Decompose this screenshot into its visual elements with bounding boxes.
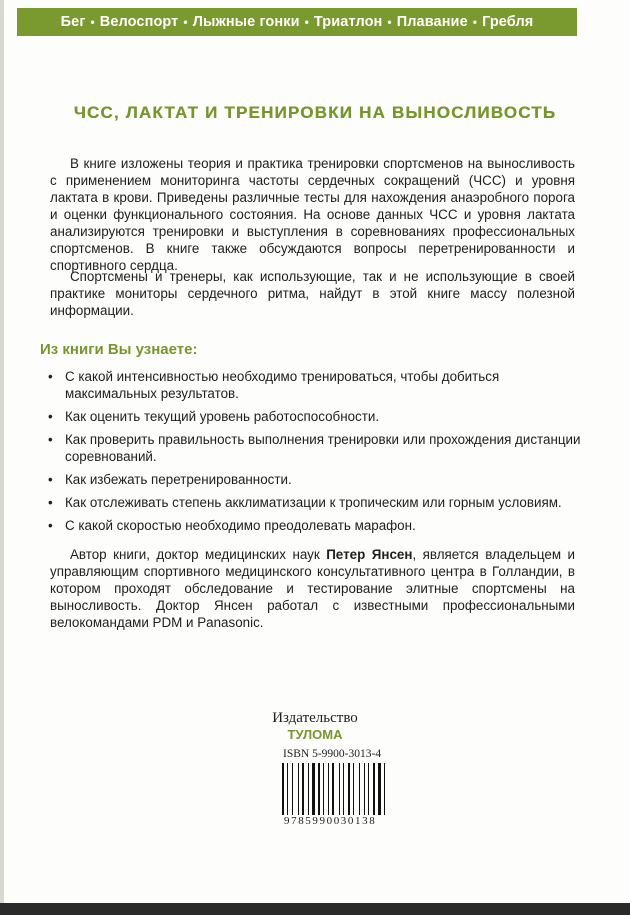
- barcode-bar: [328, 763, 329, 815]
- barcode-image: [281, 763, 419, 815]
- barcode-bar: [353, 763, 354, 815]
- barcode-bar: [384, 763, 385, 815]
- author-text-before: Автор книги, доктор медицинских наук: [70, 547, 327, 562]
- separator-dot: •: [304, 15, 309, 29]
- separator-dot: •: [472, 15, 478, 29]
- publisher-label: Издательство: [272, 710, 358, 726]
- barcode-bar: [312, 763, 315, 815]
- barcode-bar: [308, 763, 309, 815]
- barcode-bar: [343, 763, 344, 815]
- list-item: [48, 368, 583, 402]
- barcode-bar: [292, 763, 293, 815]
- barcode-bar: [364, 763, 365, 815]
- list-item-text: С какой скоростью необходимо преодолевать марафон.: [65, 518, 416, 533]
- scan-bottom-edge: [0, 903, 630, 915]
- book-title: ЧСС, ЛАКТАТ И ТРЕНИРОВКИ НА ВЫНОСЛИВОСТЬ: [73, 103, 557, 122]
- intro-paragraph: Спортсмены и тренеры, как использующие, так и не использующие в своей практике мониторы сердечного ритма, найдут в этой книге массу полезной информации.: [50, 269, 575, 318]
- bullet-icon: •: [48, 409, 53, 424]
- barcode-number: 9785990030138: [284, 815, 377, 827]
- separator-dot: •: [387, 15, 392, 29]
- barcode-bar: [339, 763, 340, 815]
- barcode-bar: [282, 763, 284, 815]
- barcode-bar: [323, 763, 324, 815]
- barcode-bar: [298, 763, 299, 815]
- separator-dot: •: [90, 15, 95, 29]
- barcode-bar: [373, 763, 375, 815]
- bullet-icon: •: [48, 369, 53, 384]
- publisher-name: ТУЛОМА: [287, 727, 343, 742]
- barcode-bar: [318, 763, 320, 815]
- list-item: [48, 408, 583, 425]
- author-paragraph: [50, 546, 575, 631]
- list-item-text: Как оценить текущий уровень работоспособности.: [65, 409, 380, 424]
- list-item-text: С какой интенсивностью необходимо тренироваться, чтобы добиться максимальных результатов.: [65, 369, 500, 401]
- separator-dot: •: [183, 15, 188, 29]
- author-text-after: , является владельцем и управляющим спортивного медицинского консультативного центра в Голландии, в котором проходят обследование и тестирование элитные спортсмены на выносливость. Доктор Янсен работал с известными профессиональными велокомандами PDM и Panasonic.: [50, 547, 575, 630]
- barcode-bar: [378, 763, 381, 815]
- barcode-bar: [368, 763, 369, 815]
- sport-label: Бег: [60, 14, 86, 30]
- barcode-bar: [287, 763, 288, 815]
- sport-label: Лыжные гонки: [192, 14, 300, 30]
- list-item: [48, 471, 583, 488]
- bullet-icon: •: [48, 518, 53, 533]
- intro-paragraph: В книге изложены теория и практика тренировки спортсменов на выносливость с применением мониторинга частоты сердечных сокращений (ЧСС) и уровня лактата в крови. Приведены различные тесты для нахождения анаэробного порога и оценки функционального состояния. На основе данных ЧСС и уровня лактата анализируются тренировки и выступления в соревнованиях профессиональных спортсменов. В книге также обсуждаются вопросы перетренированности и спортивного сердца.: [50, 156, 575, 273]
- list-item: [48, 431, 583, 465]
- bullet-icon: •: [48, 472, 53, 487]
- author-name: Петер Янсен: [326, 547, 413, 562]
- bullet-icon: •: [48, 495, 53, 510]
- learn-list: [48, 368, 583, 534]
- sport-label: Гребля: [482, 14, 534, 30]
- list-item-text: Как избежать перетренированности.: [65, 472, 292, 487]
- barcode-bar: [332, 763, 334, 815]
- learn-heading: Из книги Вы узнаете:: [40, 341, 198, 358]
- list-item: [48, 494, 583, 511]
- barcode-bar: [348, 763, 350, 815]
- sport-label: Велоспорт: [99, 14, 179, 30]
- sports-banner: [17, 8, 577, 36]
- sport-label: Плавание: [396, 14, 468, 30]
- list-item: [48, 517, 583, 534]
- barcode-bar: [359, 763, 360, 815]
- isbn-text: ISBN 5-9900-3013-4: [283, 748, 382, 760]
- bullet-icon: •: [48, 432, 53, 447]
- sport-label: Триатлон: [313, 14, 383, 30]
- list-item-text: Как отслеживать степень акклиматизации к тропическим или горным условиям.: [65, 495, 562, 510]
- barcode-bar: [302, 763, 304, 815]
- list-item-text: Как проверить правильность выполнения тренировки или прохождения дистанции соревнований.: [65, 432, 581, 464]
